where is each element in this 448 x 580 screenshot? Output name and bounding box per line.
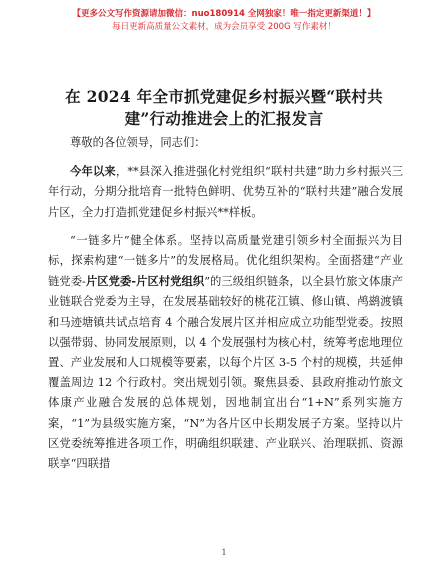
paragraph-system (48, 231, 403, 474)
title-line-1: 在 2024 年全市抓党建促乡村振兴暨“联村共 (65, 87, 383, 106)
intro-text: ，**县深入推进强化村党组织“联村共建”助力乡村振兴三年行动，分期分批培育一批特色鲜明、优势互补的“联村共建”融合发展片区，全力打造抓党建促乡村振兴**样板。 (48, 165, 403, 219)
promo-banner (0, 8, 448, 34)
promo-line-2: 每日更新高质量公文素材，成为会员享受 200G 写作素材！ (112, 22, 336, 32)
system-text-a: “一链多片”健全体系。坚持以高质量党建引领乡村全面振兴为目标，探索构建“一链多片”的发展格局。优化组织架构。全面搭建“产业链党委- (48, 233, 403, 289)
title-line-2: 建”行动推进会上的汇报发言 (124, 109, 324, 128)
system-text-c: ”的三级组织链条，以全县竹旅文体康产业链联合党委为主导，在发展基础较好的桃花江镇、修山镇、鸬鹚渡镇和马迹塘镇共试点培育 4 个融合发展片区并相应成立功能型党委。按照以强带弱、协同发展原则，以 4 个发展强村为核心村，统筹考虑地理位置、产业发展和人口规模等要素，以每个片区 3-5 个村的规模，共延伸覆盖周边 12 个行政村。突出规划引领。聚焦县委、县政府推动竹旅文体康产业融合发展的总体规划，因地制宜出台“1+N”系列实施方案，“1”为县级实施方案，“N”为各片区中长期发展子方案。坚持以片区党委统筹推进各项工作，明确组织联建、产业联兴、治理联抓、资源联享“四联措 (48, 275, 403, 471)
system-text-bold: 片区党委-片区村党组织 (85, 274, 205, 289)
document-body (48, 133, 403, 474)
intro-lead: 今年以来 (70, 164, 116, 179)
paragraph-intro (48, 161, 403, 223)
promo-line-1: 【更多公文写作资源请加微信：nuo180914 全网独家！唯一指定更新渠道！】 (72, 9, 376, 19)
document-title (40, 86, 408, 130)
salutation: 尊敬的各位领导，同志们： (70, 136, 206, 149)
page-number: 1 (221, 548, 227, 557)
